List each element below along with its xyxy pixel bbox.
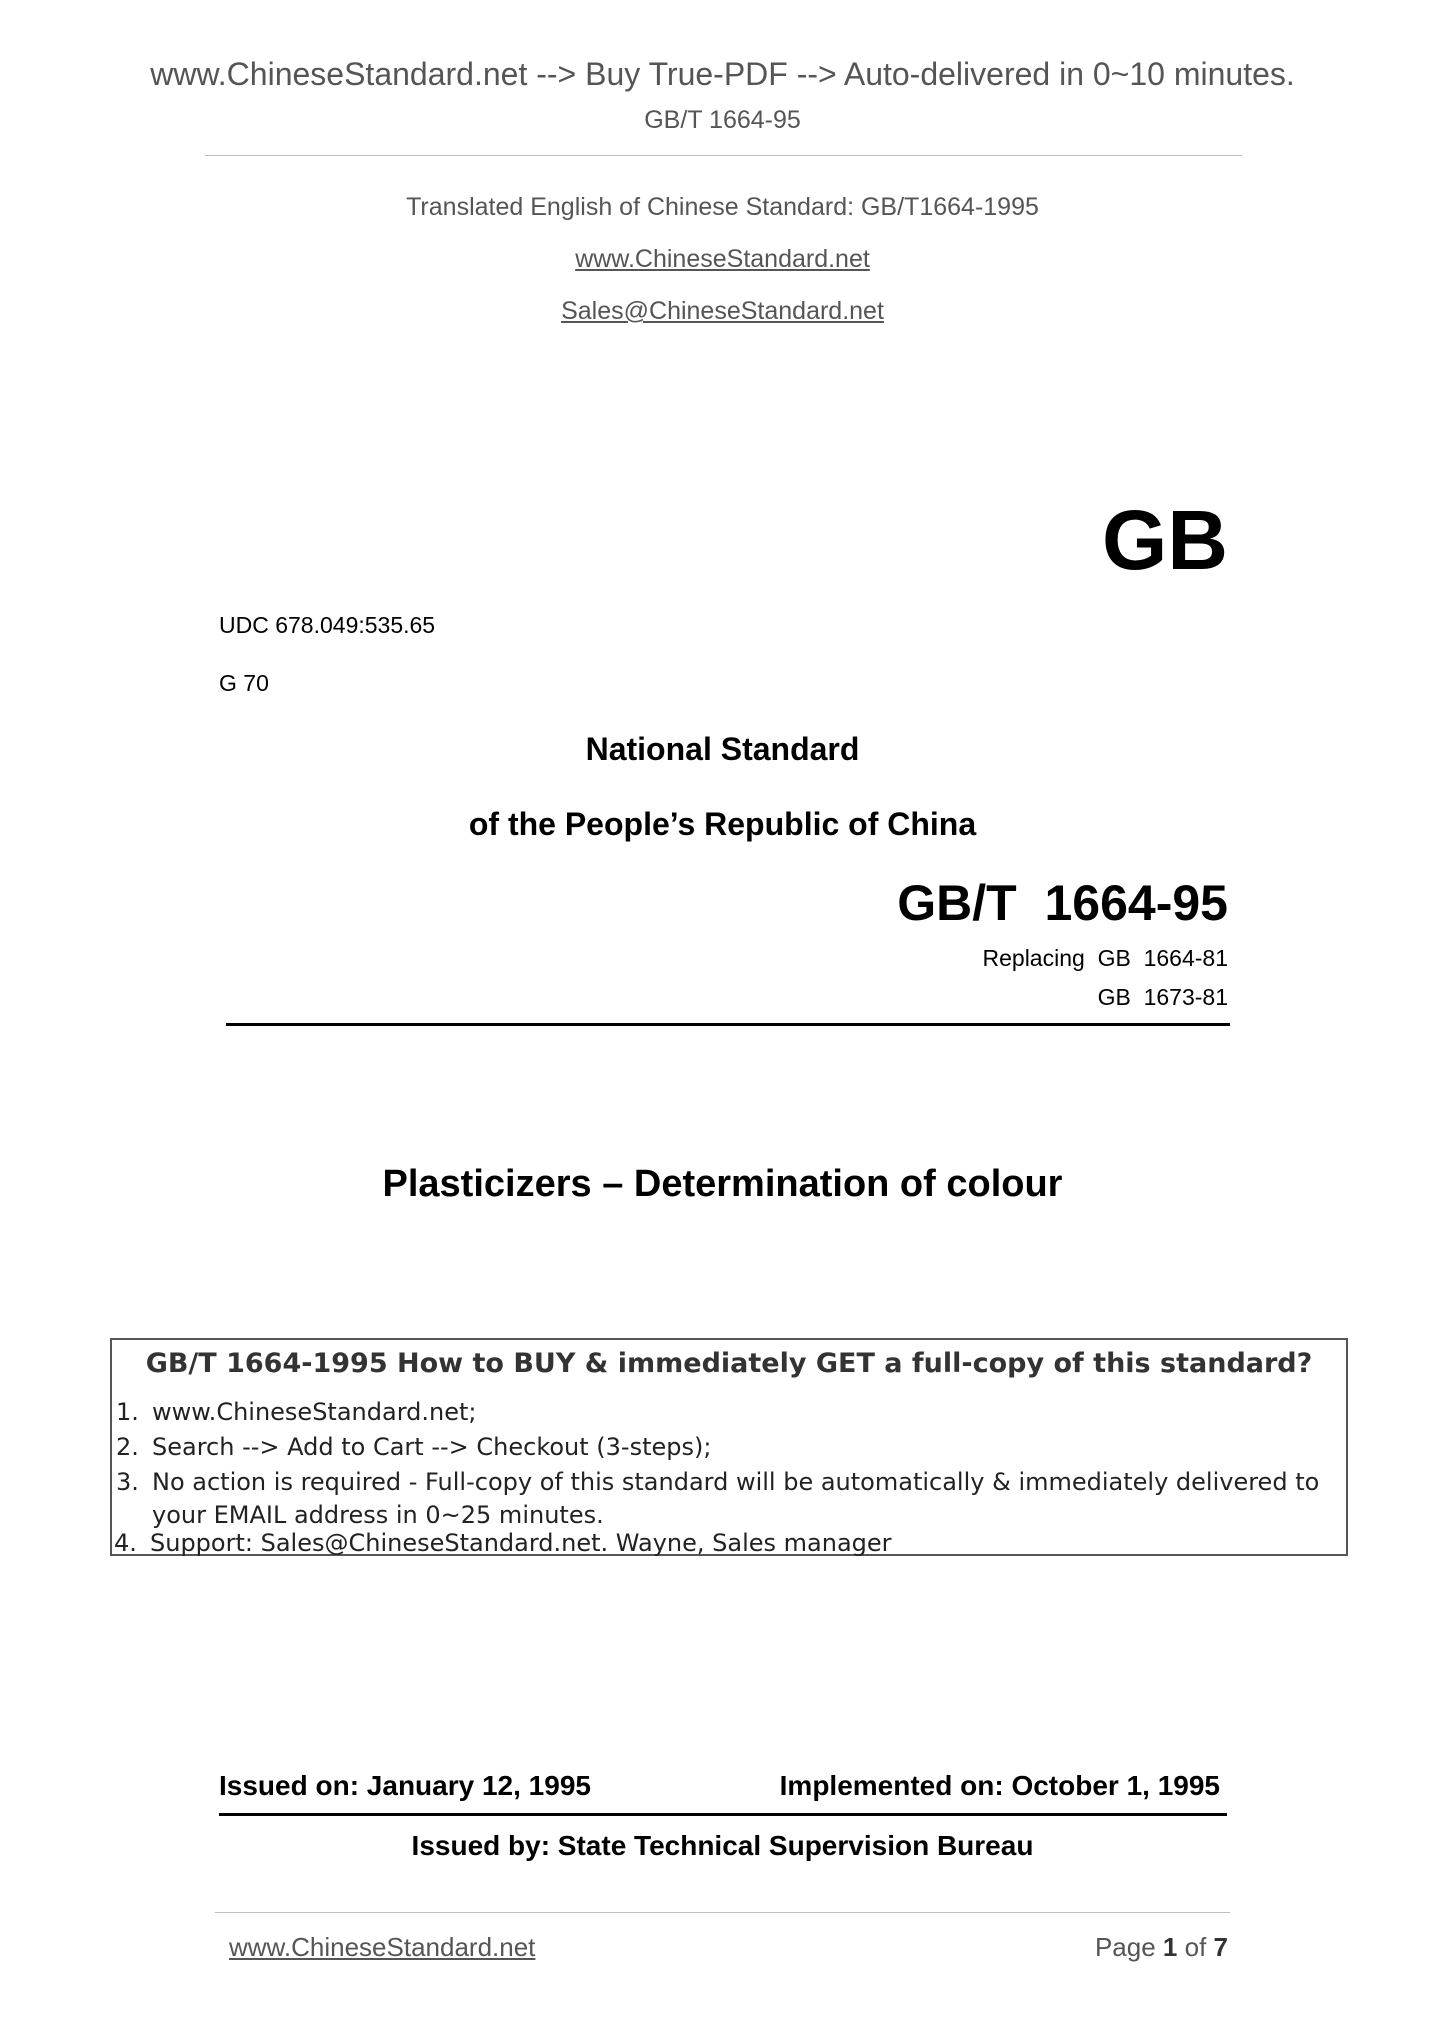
- footer-website-text[interactable]: www.ChineseStandard.net: [229, 1932, 536, 1962]
- issue-divider: [219, 1813, 1227, 1816]
- buy-box-item-text: your EMAIL address in 0~25 minutes.: [152, 1501, 604, 1529]
- replacing-line-1: Replacing GB 1664-81: [982, 945, 1228, 971]
- page-label: Page: [1094, 1932, 1156, 1962]
- footer-divider: [215, 1912, 1230, 1913]
- republic-heading: of the People’s Republic of China: [468, 806, 977, 842]
- buy-box-item-num: 2.: [116, 1433, 139, 1461]
- buy-box-item-4-line: [114, 1529, 892, 1557]
- buy-box-item-1: [116, 1398, 476, 1426]
- email-link-text[interactable]: Sales@ChineseStandard.net: [561, 297, 884, 325]
- website-link-top[interactable]: [0, 245, 1445, 274]
- udc-code: UDC 678.049:535.65: [219, 612, 436, 638]
- standard-number: GB/T 1664-95: [897, 875, 1228, 931]
- buy-box-item-num: 3.: [116, 1468, 139, 1496]
- buy-box-item-3-cont: [116, 1501, 604, 1529]
- buy-box-item-text: Search --> Add to Cart --> Checkout (3-steps);: [152, 1433, 712, 1461]
- buy-box-item-text: No action is required - Full-copy of this standard will be automatically & immediately delivered to: [152, 1468, 1320, 1496]
- implemented-on: Implemented on: October 1, 1995: [779, 1770, 1220, 1801]
- replacing-line-2: GB 1673-81: [1097, 984, 1228, 1010]
- issued-by: Issued by: State Technical Supervision Bureau: [411, 1830, 1034, 1861]
- page-of: of: [1184, 1932, 1207, 1962]
- buy-box-item-3: [116, 1468, 1319, 1496]
- translated-line: Translated English of Chinese Standard: GB/T1664-1995: [406, 193, 1039, 221]
- buy-box-item-text: www.ChineseStandard.net;: [152, 1398, 477, 1426]
- buy-box-item-num: 1.: [116, 1398, 139, 1426]
- gb-mark: GB: [1102, 493, 1228, 587]
- website-link-text[interactable]: www.ChineseStandard.net: [575, 245, 870, 273]
- buy-box-item-num: 4.: [114, 1529, 137, 1557]
- issued-on: Issued on: January 12, 1995: [219, 1770, 591, 1801]
- cover-divider: [226, 1023, 1230, 1026]
- class-code: G 70: [219, 670, 269, 696]
- footer-website-link[interactable]: [229, 1932, 535, 1963]
- header-banner: www.ChineseStandard.net --> Buy True-PDF --> Auto-delivered in 0~10 minutes.: [150, 56, 1295, 92]
- page-indicator: [1000, 1932, 1228, 1963]
- page-current: 1: [1162, 1932, 1178, 1962]
- header-divider: [205, 155, 1242, 156]
- email-link-top[interactable]: [0, 297, 1445, 326]
- buy-info-box: [110, 1338, 1348, 1556]
- document-title: Plasticizers – Determination of colour: [382, 1163, 1063, 1205]
- buy-box-item-2: [116, 1433, 711, 1461]
- header-code: GB/T 1664-95: [644, 106, 801, 134]
- buy-box-item-text: Support: Sales@ChineseStandard.net. Wayne, Sales manager: [150, 1529, 892, 1557]
- buy-box-title: GB/T 1664-1995 How to BUY & immediately GET a full-copy of this standard?: [145, 1348, 1313, 1379]
- national-standard-heading: National Standard: [585, 731, 860, 767]
- page-total: 7: [1213, 1932, 1228, 1962]
